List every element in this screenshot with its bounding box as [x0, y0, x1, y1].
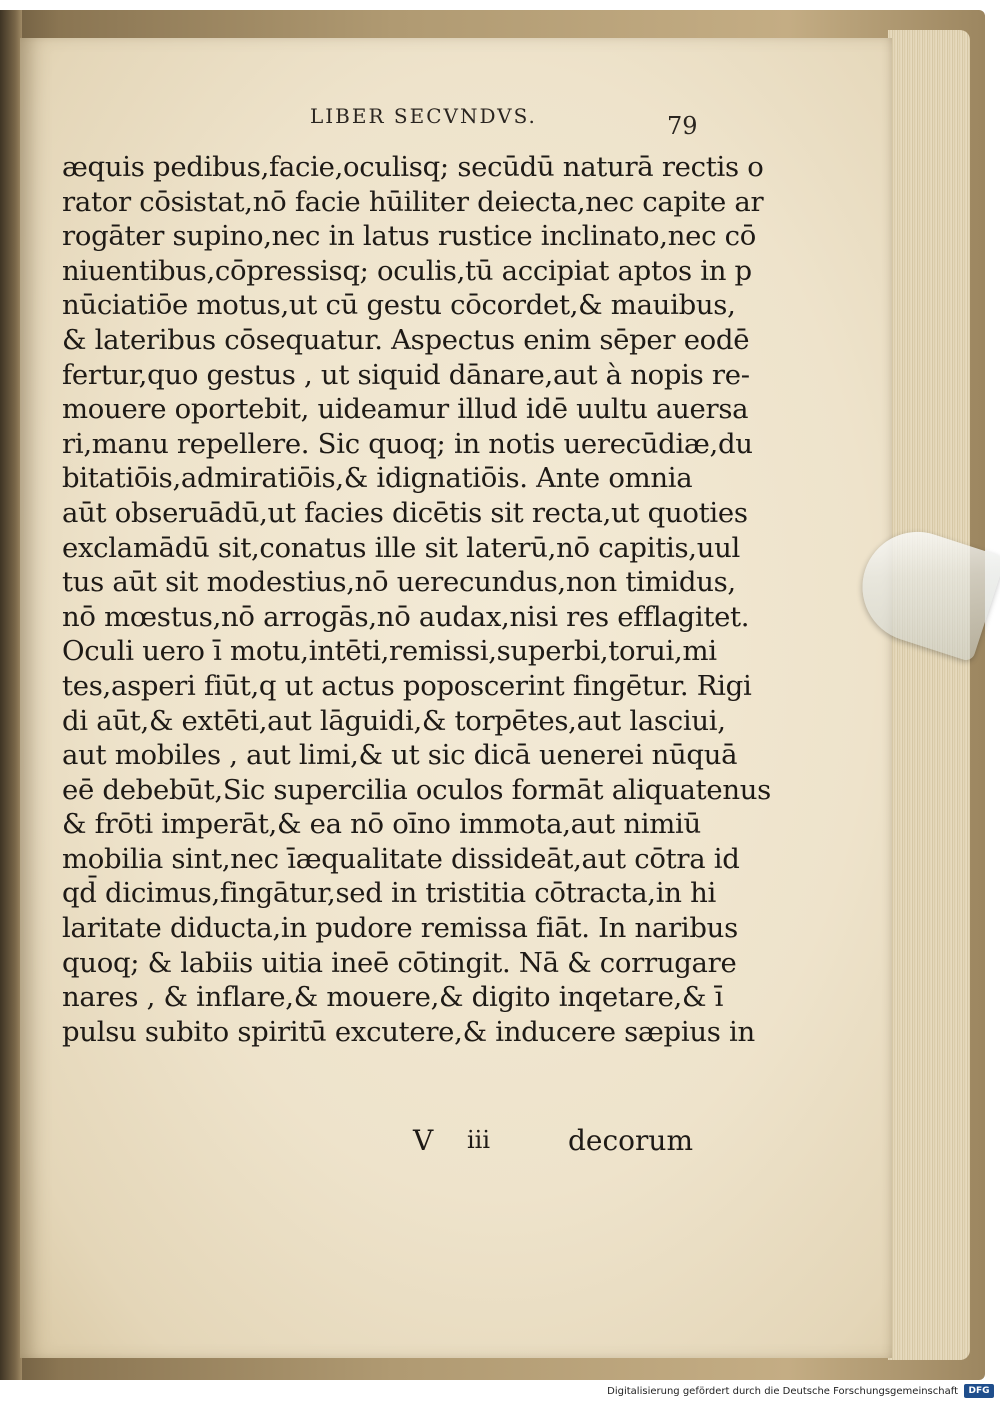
text-line: exclamādū sit,conatus ille sit laterū,nō capitis,uul — [62, 531, 741, 564]
text-line: aūt obseruādū,ut facies dicētis sit recta,ut quoties — [62, 496, 748, 529]
text-line: di aūt,& extēti,aut lāguidi,& torpētes,aut lasciui, — [62, 704, 726, 737]
text-line: quoq; & labiis uitia ineē cōtingit. Nā & corrugare — [62, 946, 737, 979]
text-line: Oculi uero ī motu,intēti,remissi,superbi,torui,mi — [62, 635, 717, 668]
body-text — [62, 150, 771, 1049]
signature-mark: V — [413, 1124, 434, 1157]
text-line: æquis pedibus,facie,oculisq; secūdū naturā rectis o — [62, 151, 764, 183]
cover-spine-edge — [0, 10, 22, 1380]
text-line: tes,asperi fiūt,q ut actus poposcerint fingētur. Rigi — [62, 669, 752, 702]
catchword: decorum — [568, 1124, 694, 1157]
text-line: rator cōsistat,nō facie hūiliter deiecta,nec capite ar — [62, 185, 764, 218]
text-line: rogāter supino,nec in latus rustice inclinato,nec cō — [62, 220, 757, 253]
text-line: laritate diducta,in pudore remissa fiāt. In naribus — [62, 912, 738, 945]
text-line: pulsu subito spiritū excutere,& inducere sæpius in — [62, 1015, 755, 1048]
text-line: niuentibus,cōpressisq; oculis,tū accipiat aptos in p — [62, 254, 752, 287]
text-line: nō mœstus,nō arrogās,nō audax,nisi res efflagitet. — [62, 600, 750, 633]
dfg-logo-icon: DFG — [964, 1384, 994, 1398]
text-line: ri,manu repellere. Sic quoq; in notis uerecūdiæ,du — [62, 427, 753, 460]
text-line: aut mobiles , aut limi,& ut sic dicā uenerei nūquā — [62, 739, 738, 772]
text-line: nares , & inflare,& mouere,& digito inqetare,& ī — [62, 981, 724, 1014]
text-line: tus aūt sit modestius,nō uerecundus,non timidus, — [62, 566, 736, 599]
text-line: eē debebūt,Sic supercilia oculos formāt aliquatenus — [62, 773, 771, 806]
text-line: fertur,quo gestus , ut siquid dānare,aut à nopis re- — [62, 358, 750, 391]
text-line: & frōti imperāt,& ea nō oīno immota,aut nimiū — [62, 808, 701, 841]
text-line: qd̄ dicimus,fingātur,sed in tristitia cōtracta,in hi — [62, 877, 717, 910]
folio-number: 79 — [667, 112, 698, 140]
footer-bar — [0, 1380, 1000, 1403]
catchline — [0, 1124, 1000, 1164]
text-line: bitatiōis,admiratiōis,& idignatiōis. Ante omnia — [62, 462, 693, 495]
digitization-credit: Digitalisierung gefördert durch die Deutsche Forschungsgemeinschaft — [607, 1386, 958, 1397]
text-line: mobilia sint,nec īæqualitate dissideāt,aut cōtra id — [62, 842, 740, 875]
text-line: mouere oportebit, uideamur illud idē uultu auersa — [62, 393, 749, 426]
running-title: LIBER SECVNDVS. — [310, 104, 537, 128]
text-line: nūciatiōe motus,ut cū gestu cōcordet,& mauibus, — [62, 289, 736, 322]
text-line: & lateribus cōsequatur. Aspectus enim sēper eodē — [62, 323, 750, 356]
signature-number: iii — [467, 1126, 491, 1154]
